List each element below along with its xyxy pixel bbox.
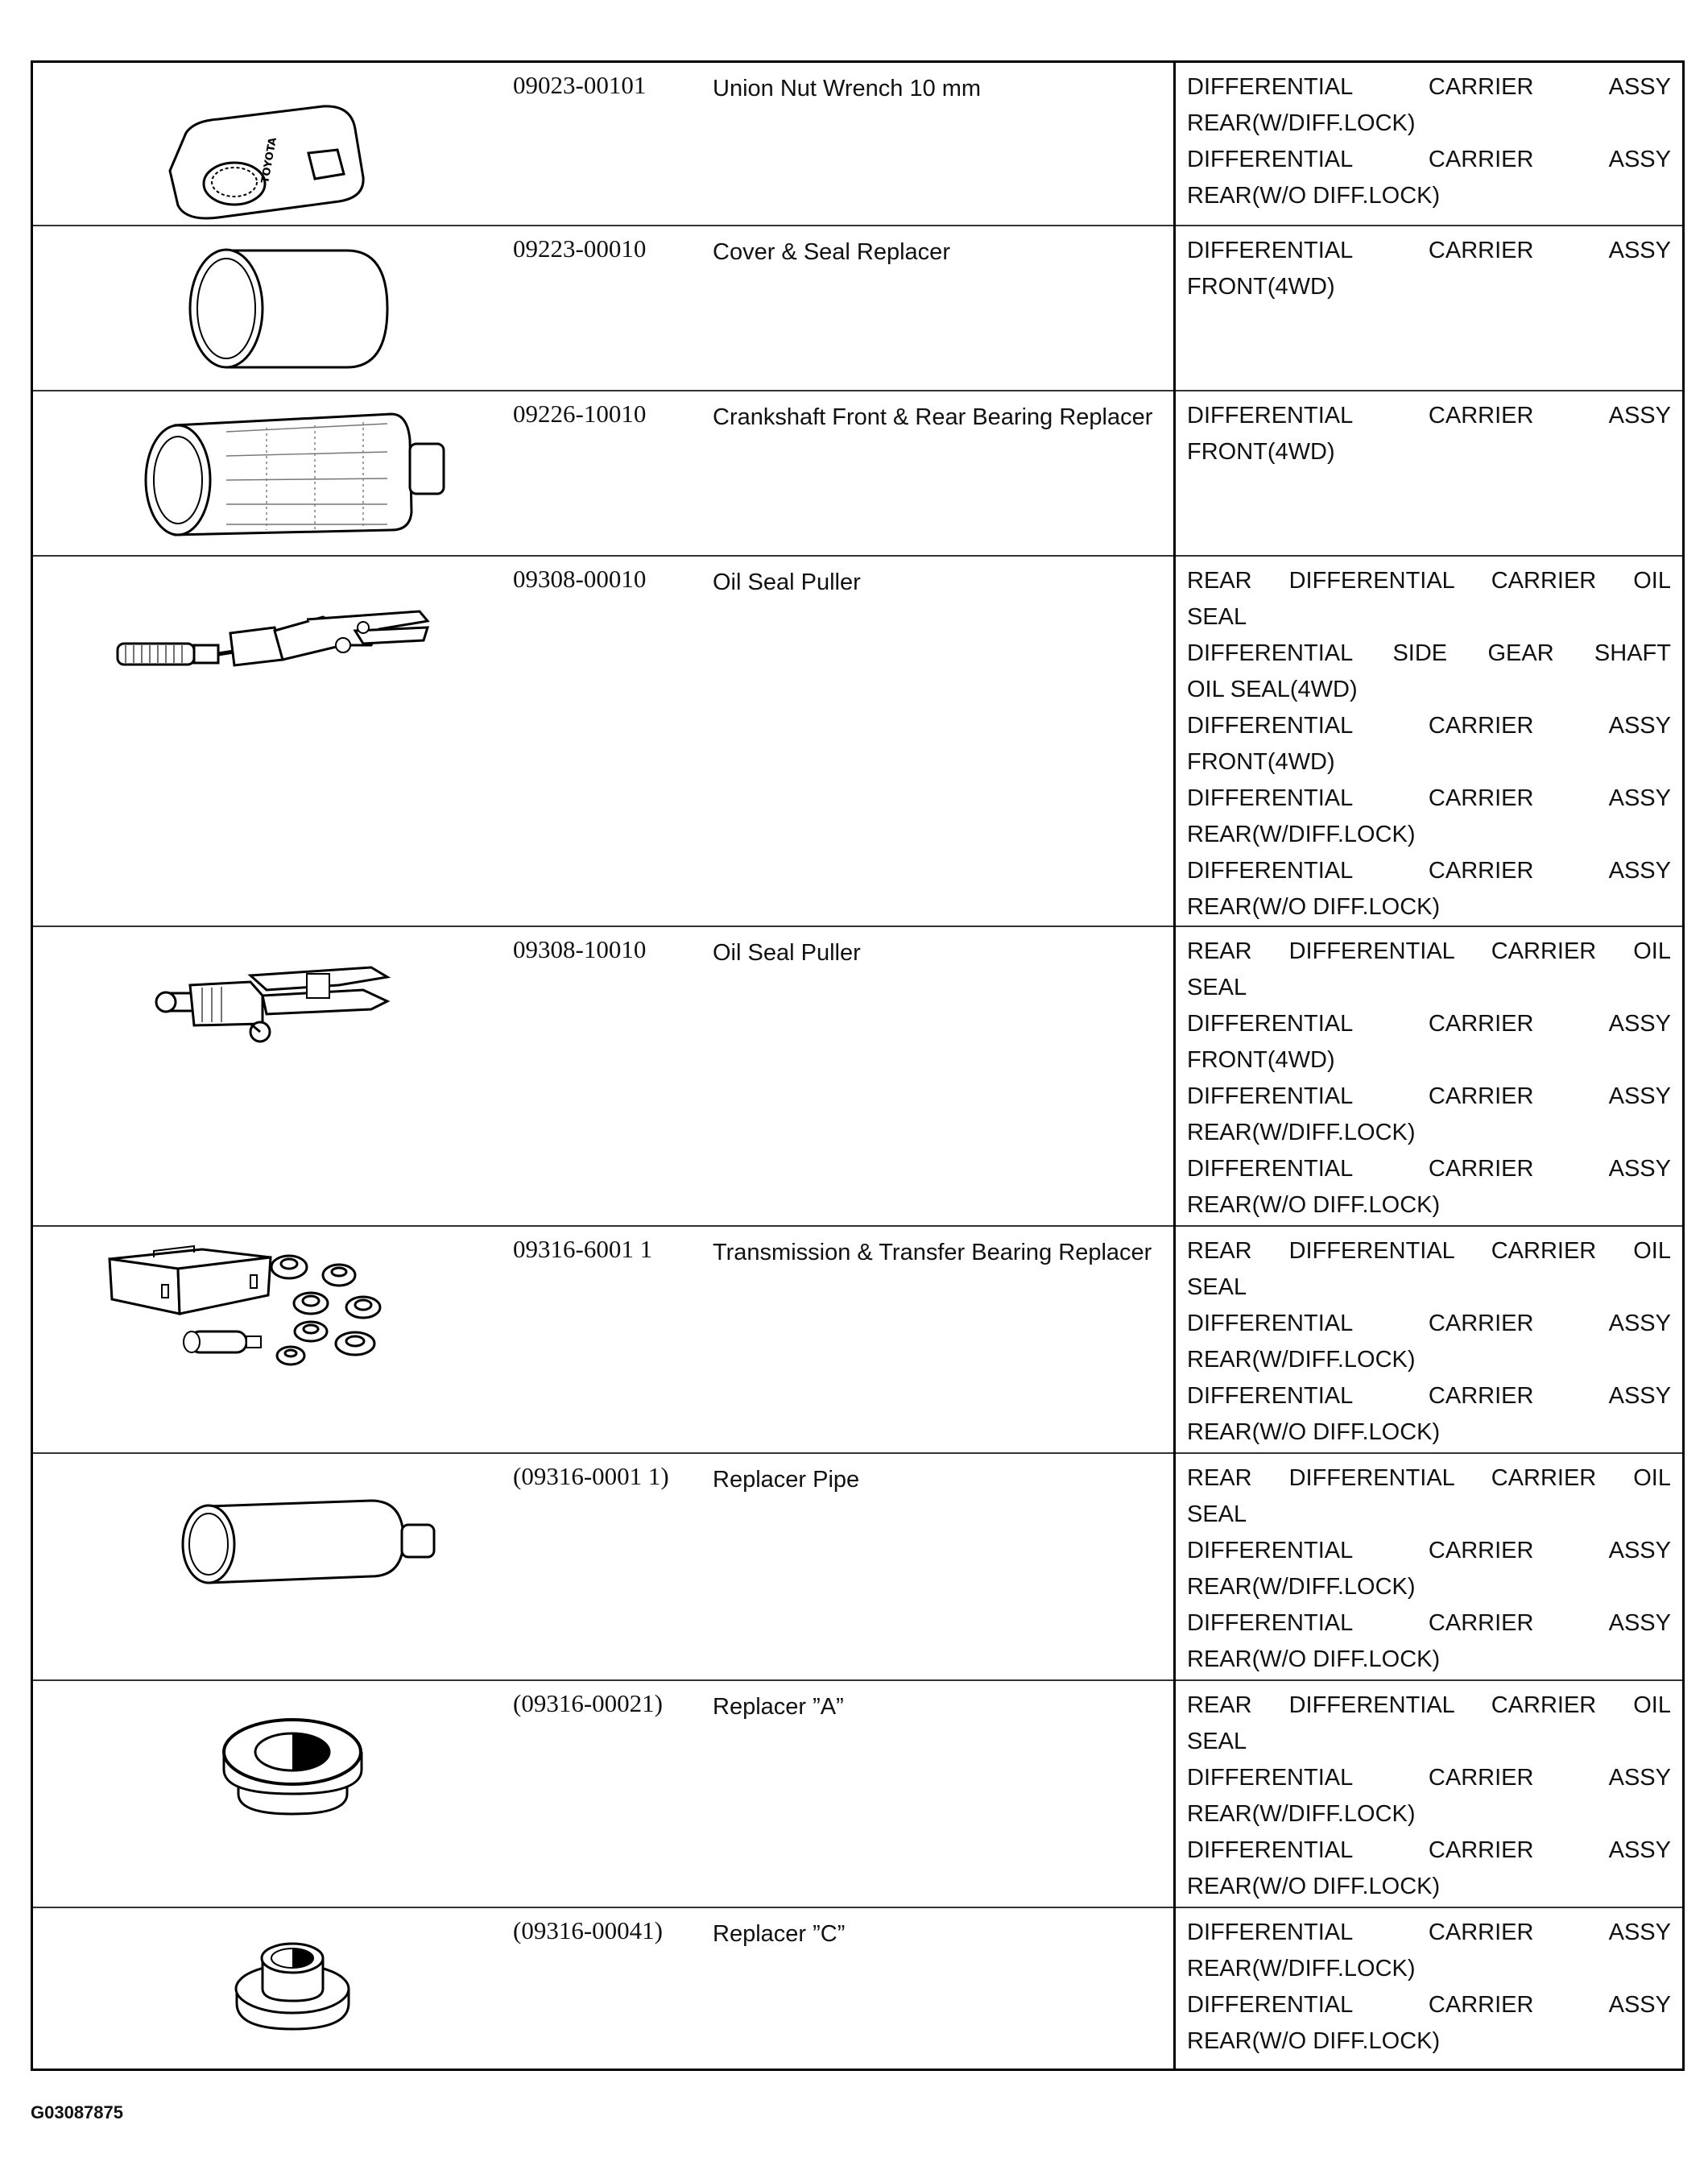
figure-id: G03087875 <box>31 2102 123 2122</box>
application-line: DIFFERENTIAL CARRIER ASSY <box>1187 1310 1671 1336</box>
application-line: DIFFERENTIAL CARRIER ASSY <box>1187 1083 1671 1109</box>
table-row <box>32 1907 1684 2070</box>
part-number: 09308-10010 <box>513 934 647 963</box>
application-line: DIFFERENTIAL CARRIER ASSY <box>1187 402 1671 429</box>
tool-illustration-cell <box>32 1680 511 1907</box>
part-number: 09226-10010 <box>513 399 647 428</box>
applications <box>1176 557 1682 926</box>
applications <box>1176 1681 1682 1905</box>
slide-hammer-puller-icon <box>33 557 510 927</box>
application-line: REAR DIFFERENTIAL CARRIER OIL <box>1187 1464 1671 1491</box>
application-line: DIFFERENTIAL SIDE GEAR SHAFT <box>1187 640 1671 666</box>
application-line: FRONT(4WD) <box>1187 438 1335 465</box>
application-line: DIFFERENTIAL CARRIER ASSY <box>1187 1382 1671 1409</box>
part-number: 09023-00101 <box>513 71 647 99</box>
tool-illustration-cell <box>32 1453 511 1680</box>
application-line: SEAL <box>1187 974 1247 1000</box>
application-line: DIFFERENTIAL CARRIER ASSY <box>1187 712 1671 739</box>
application-line: DIFFERENTIAL CARRIER ASSY <box>1187 1837 1671 1863</box>
tool-name: Oil Seal Puller <box>713 939 861 966</box>
replacer-pipe-icon <box>33 1454 510 1681</box>
application-line: FRONT(4WD) <box>1187 748 1335 775</box>
replacer-c-icon <box>33 1908 510 2071</box>
table-row <box>32 1680 1684 1907</box>
table-row <box>32 1226 1684 1453</box>
application-line: SEAL <box>1187 1501 1247 1527</box>
applications <box>1176 226 1682 305</box>
table-row <box>32 226 1684 391</box>
application-line: REAR(W/DIFF.LOCK) <box>1187 1119 1416 1145</box>
application-line: REAR(W/O DIFF.LOCK) <box>1187 1191 1441 1218</box>
application-line: REAR DIFFERENTIAL CARRIER OIL <box>1187 1237 1671 1264</box>
application-line: DIFFERENTIAL CARRIER ASSY <box>1187 1010 1671 1037</box>
application-line: DIFFERENTIAL CARRIER ASSY <box>1187 1991 1671 2018</box>
application-line: REAR(W/O DIFF.LOCK) <box>1187 1873 1441 1899</box>
part-number: (09316-0001 1) <box>513 1461 669 1490</box>
tool-illustration-cell <box>32 1226 511 1453</box>
application-line: DIFFERENTIAL CARRIER ASSY <box>1187 237 1671 263</box>
tool-name: Oil Seal Puller <box>713 569 861 595</box>
application-line: REAR(W/DIFF.LOCK) <box>1187 110 1416 136</box>
tool-name: Replacer Pipe <box>713 1466 860 1493</box>
applications <box>1176 1454 1682 1678</box>
application-line: DIFFERENTIAL CARRIER ASSY <box>1187 1155 1671 1182</box>
oil-seal-puller-icon <box>33 927 510 1227</box>
replacer-set-case-icon <box>33 1227 510 1454</box>
table-row <box>32 391 1684 556</box>
tool-name: Union Nut Wrench 10 mm <box>713 76 982 101</box>
applications <box>1176 1908 1682 2060</box>
special-service-tools-sheet <box>31 60 1677 2071</box>
tool-illustration-cell <box>32 391 511 556</box>
applications <box>1176 63 1682 214</box>
application-line: SEAL <box>1187 1273 1247 1300</box>
application-line: REAR(W/DIFF.LOCK) <box>1187 1573 1416 1600</box>
application-line: REAR DIFFERENTIAL CARRIER OIL <box>1187 1692 1671 1718</box>
application-line: REAR DIFFERENTIAL CARRIER OIL <box>1187 938 1671 964</box>
application-line: OIL SEAL(4WD) <box>1187 676 1358 702</box>
application-line: DIFFERENTIAL CARRIER ASSY <box>1187 1609 1671 1636</box>
application-line: DIFFERENTIAL CARRIER ASSY <box>1187 785 1671 811</box>
wrench-mark-text: TOYOTA <box>259 136 279 184</box>
tool-name: Transmission & Transfer Bearing Replacer <box>713 1239 1152 1265</box>
applications <box>1176 927 1682 1224</box>
seal-replacer-cylinder-icon <box>33 226 510 391</box>
applications <box>1176 391 1682 470</box>
replacer-a-icon <box>33 1681 510 1908</box>
table-row <box>32 926 1684 1226</box>
application-line: REAR(W/DIFF.LOCK) <box>1187 1800 1416 1827</box>
tool-illustration-cell <box>32 62 511 226</box>
application-line: DIFFERENTIAL CARRIER ASSY <box>1187 857 1671 884</box>
application-line: DIFFERENTIAL CARRIER ASSY <box>1187 147 1671 172</box>
application-line: DIFFERENTIAL CARRIER ASSY <box>1187 1764 1671 1791</box>
part-number: (09316-00021) <box>513 1688 663 1717</box>
part-number: 09223-00010 <box>513 234 647 263</box>
part-number: 09316-6001 1 <box>513 1234 653 1263</box>
applications <box>1176 1227 1682 1451</box>
application-line: FRONT(4WD) <box>1187 1046 1335 1073</box>
application-line: REAR(W/DIFF.LOCK) <box>1187 1346 1416 1373</box>
application-line: REAR(W/O DIFF.LOCK) <box>1187 1418 1441 1445</box>
tool-illustration-cell <box>32 1907 511 2070</box>
bearing-replacer-icon <box>33 391 510 557</box>
application-line: DIFFERENTIAL CARRIER ASSY <box>1187 1919 1671 1945</box>
tool-illustration-cell <box>32 556 511 926</box>
tool-name: Replacer ”A” <box>713 1693 844 1720</box>
table-row <box>32 62 1684 226</box>
part-number: 09308-00010 <box>513 564 647 593</box>
tool-name: Crankshaft Front & Rear Bearing Replacer <box>713 404 1153 430</box>
application-line: REAR(W/DIFF.LOCK) <box>1187 1955 1416 1982</box>
tool-illustration-cell <box>32 926 511 1226</box>
application-line: REAR DIFFERENTIAL CARRIER OIL <box>1187 567 1671 594</box>
tool-name: Replacer ”C” <box>713 1920 846 1947</box>
application-line: DIFFERENTIAL CARRIER ASSY <box>1187 1537 1671 1563</box>
application-line: SEAL <box>1187 603 1247 630</box>
application-line: REAR(W/O DIFF.LOCK) <box>1187 183 1441 209</box>
application-line: REAR(W/O DIFF.LOCK) <box>1187 893 1441 920</box>
tools-table <box>31 60 1685 2071</box>
application-line: REAR(W/DIFF.LOCK) <box>1187 821 1416 847</box>
application-line: REAR(W/O DIFF.LOCK) <box>1187 1646 1441 1672</box>
table-row <box>32 556 1684 926</box>
application-line: DIFFERENTIAL CARRIER ASSY <box>1187 74 1671 100</box>
application-line: SEAL <box>1187 1728 1247 1754</box>
application-line: REAR(W/O DIFF.LOCK) <box>1187 2027 1441 2054</box>
application-line: FRONT(4WD) <box>1187 273 1335 300</box>
tool-name: Cover & Seal Replacer <box>713 238 950 265</box>
tool-illustration-cell <box>32 226 511 391</box>
table-row <box>32 1453 1684 1680</box>
part-number: (09316-00041) <box>513 1915 663 1944</box>
union-nut-wrench-icon <box>33 63 510 226</box>
